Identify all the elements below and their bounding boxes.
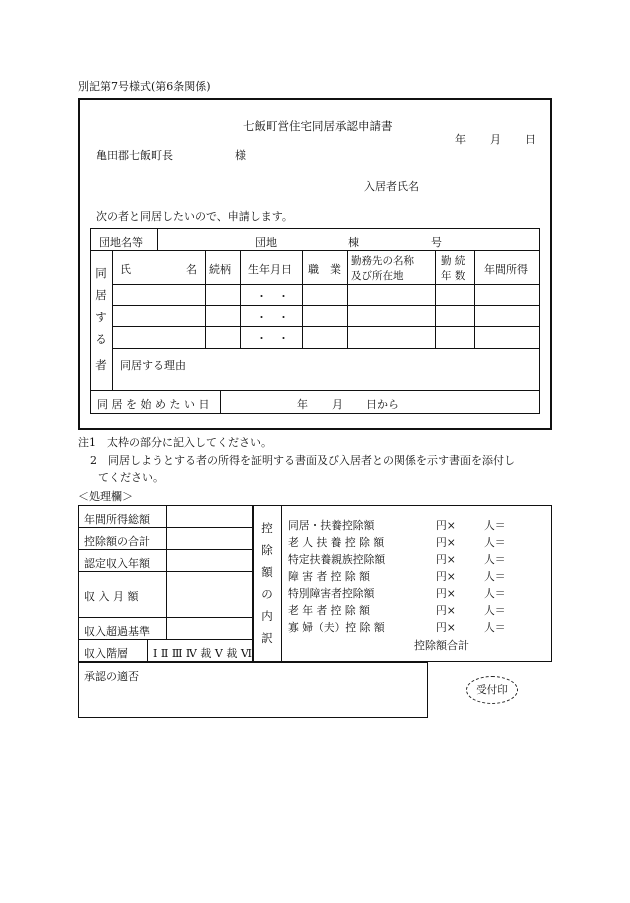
certified-annual-income-label: 認定収入年額 [84, 557, 150, 570]
start-month-unit: 月 [332, 398, 343, 411]
start-date-label: 同 居 を 始 め た い 日 [97, 398, 210, 411]
col-years-line1: 勤 続 [441, 255, 466, 267]
col-name-right: 名 [186, 263, 197, 276]
cohabitant-table [90, 228, 540, 414]
deduction-total-label: 控除額合計 [414, 639, 469, 652]
addressee: 亀田郡七飯町長 [96, 149, 173, 162]
room-unit: 号 [431, 236, 442, 249]
deduction-vertical-1: 控 [261, 521, 273, 535]
danchi-label: 団地名等 [99, 236, 143, 249]
deduction-vertical-4: の [261, 587, 273, 601]
birthdate-dots-row2: ・ ・ [256, 311, 289, 324]
application-statement: 次の者と同居したいので、申請します。 [96, 210, 293, 223]
side-label-5: 者 [95, 358, 107, 372]
birthdate-dots-row3: ・ ・ [256, 332, 289, 345]
deduction-vertical-6: 訳 [261, 631, 273, 645]
building-unit: 棟 [348, 236, 359, 249]
col-income: 年間所得 [484, 263, 528, 276]
form-reference-note: 別記第7号様式(第6条関係) [78, 80, 211, 93]
col-name-left: 氏 [120, 263, 131, 276]
total-annual-income-label: 年間所得総額 [84, 513, 150, 526]
side-label-2: 居 [95, 288, 107, 302]
col-job: 職 業 [308, 263, 341, 276]
note-2-line1: 2 同居しようとする者の所得を証明する書面及び入居者との関係を示す書面を添付し [90, 454, 515, 467]
monthly-income-label: 収 入 月 額 [84, 590, 139, 603]
processing-title: ＜処理欄＞ [78, 490, 133, 503]
start-year-unit: 年 [297, 398, 308, 411]
income-class-label: 収入階層 [84, 647, 128, 660]
applicant-name-label: 入居者氏名 [364, 180, 419, 193]
honorific: 様 [235, 149, 246, 162]
total-deductions-label: 控除額の合計 [84, 535, 150, 548]
col-years-line2: 年 数 [441, 270, 466, 282]
col-workplace-line2: 及び所在地 [351, 270, 404, 282]
date-day: 日 [525, 133, 536, 146]
income-excess-standard-label: 収入超過基準 [84, 625, 150, 638]
col-birthdate: 生年月日 [248, 263, 292, 276]
form-title: 七飯町営住宅同居承認申請書 [243, 119, 393, 133]
reception-stamp: 受付印 [466, 676, 518, 704]
side-label-3: す [95, 310, 107, 324]
col-workplace-line1: 勤務先の名称 [351, 255, 414, 267]
side-label-1: 同 [95, 266, 107, 280]
income-class-values: Ⅰ Ⅱ Ⅲ Ⅳ 裁 Ⅴ 裁 Ⅵ [153, 647, 252, 660]
cohabitation-reason-label: 同居する理由 [120, 359, 186, 372]
birthdate-dots-row1: ・ ・ [256, 290, 289, 303]
deduction-vertical-3: 額 [261, 565, 273, 579]
approval-label: 承認の適否 [84, 670, 139, 683]
note-2-line2: てください。 [98, 471, 164, 484]
col-relation: 続柄 [209, 263, 231, 276]
danchi-unit: 団地 [255, 236, 277, 249]
date-month: 月 [490, 133, 501, 146]
date-year: 年 [455, 133, 466, 146]
deduction-vertical-5: 内 [261, 609, 273, 623]
deduction-vertical-2: 除 [261, 543, 273, 557]
side-label-4: る [95, 332, 107, 346]
note-1: 注1 太枠の部分に記入してください。 [78, 436, 272, 449]
start-day-unit: 日から [366, 398, 399, 411]
